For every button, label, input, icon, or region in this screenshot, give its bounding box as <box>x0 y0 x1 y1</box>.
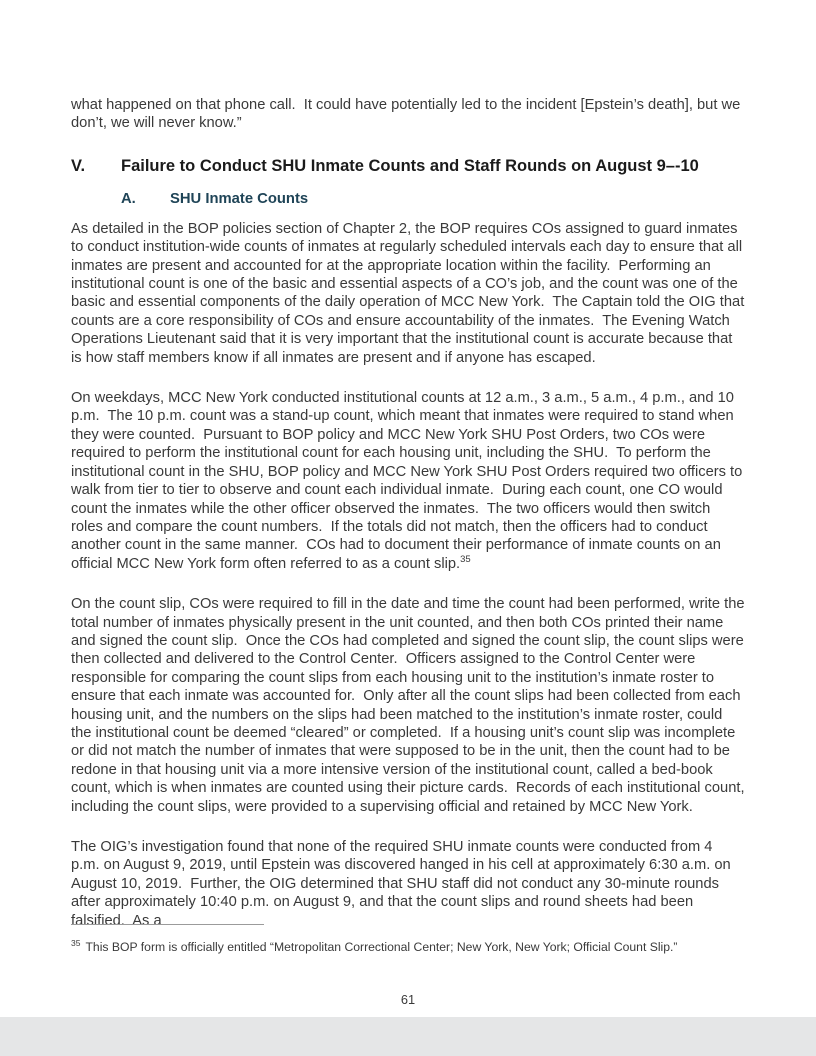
footnote-text: This BOP form is officially entitled “Metropolitan Correctional Center; New York, New York; Official Count Slip.” <box>85 940 678 954</box>
subsection-heading <box>121 190 745 209</box>
page-number: 61 <box>400 992 416 1007</box>
footnote-separator <box>71 924 264 925</box>
body-paragraph-4 <box>71 838 745 930</box>
footnote <box>71 937 745 955</box>
body-paragraph-3 <box>71 595 749 816</box>
footer-bar <box>0 1017 816 1056</box>
continuation-paragraph-text: what happened on that phone call. It could have potentially led to the incident [Epstein’s death], but we don’t, we will never know.” <box>71 97 745 132</box>
footnote-reference-35: 35 <box>460 553 471 565</box>
footnote-area <box>71 924 745 955</box>
body-paragraph-2 <box>71 389 745 573</box>
body-paragraph-2-text: On weekdays, MCC New York conducted institutional counts at 12 a.m., 3 a.m., 5 a.m., 4 p.m., and 10 p.m. The 10 p.m. count was a stand-up count, which meant that inmates were required to stand when they were counted. Pursuant to BOP policy and MCC New York SHU Post Orders, two COs were required to perform the institutional count for each housing unit, including the SHU. To perform the institutional count in the SHU, BOP policy and MCC New York SHU Post Orders required two officers to walk from tier to tier to observe and count each individual inmate. During each count, one CO would count the inmates while the other officer observed the inmates. The two officers would then switch roles and compare the count numbers. If the totals did not match, then the officers had to conduct another count in the same manner. COs had to document their performance of inmate counts on an official MCC New York form often referred to as a count slip. <box>71 390 747 572</box>
subsection-letter: A. <box>121 190 136 207</box>
body-paragraph-1 <box>71 220 749 367</box>
subsection-title: SHU Inmate Counts <box>170 190 309 207</box>
section-heading <box>71 156 745 177</box>
page-content <box>71 96 749 952</box>
continuation-paragraph <box>71 96 745 133</box>
footnote-marker: 35 <box>71 937 81 948</box>
body-paragraph-4-text: The OIG’s investigation found that none of the required SHU inmate counts were conducted from 4 p.m. on August 9, 2019, until Epstein was discovered hanged in his cell at approximately 6:30 a.m. on August 10, 2019. Further, the OIG determined that SHU staff did not conduct any 30-minute rounds after approximately 10:40 p.m. on August 9, and that the count slips and round sheets had been falsified. As a <box>71 839 734 929</box>
body-paragraph-3-text: On the count slip, COs were required to fill in the date and time the count had been performed, write the total number of inmates physically present in the unit counted, and then both COs printed their name and signed the count slip. Once the COs had completed and signed the count slip, the count slips were then collected and delivered to the Control Center. Officers assigned to the Control Center were responsible for comparing the count slips from each housing unit to the institution’s inmate roster to ensure that each inmate was accounted for. Only after all the count slips had been collected from each housing unit, and the numbers on the slips had been matched to the institution’s inmate roster, could the institutional count be deemed “cleared” or completed. If a housing unit’s count slip was incomplete or did not match the number of inmates that were supposed to be in the unit, then the count had to be redone in that housing unit via a more intensive version of the institutional count, called a bed-book count, which is when inmates are counted using their picture cards. Records of each institutional count, including the count slips, were provided to a supervising official and retained by MCC New York. <box>71 596 749 815</box>
section-number: V. <box>71 156 86 175</box>
body-paragraph-1-text: As detailed in the BOP policies section of Chapter 2, the BOP requires COs assigned to guard inmates to conduct institution-wide counts of inmates at regularly scheduled intervals each day to ensure that all inmates are present and accounted for at the appropriate location within the facility. Performing an institutional count is one of the basic and essential aspects of a CO’s job, and the count was one of the basic and essential components of the daily operation of MCC New York. The Captain told the OIG that counts are a core responsibility of COs and ensure accountability of the inmates. The Evening Watch Operations Lieutenant said that it is very important that the institutional count is accurate because that is how staff members know if all inmates are present and if anyone has escaped. <box>71 220 749 366</box>
section-title: Failure to Conduct SHU Inmate Counts and Staff Rounds on August 9–-10 <box>121 156 699 175</box>
